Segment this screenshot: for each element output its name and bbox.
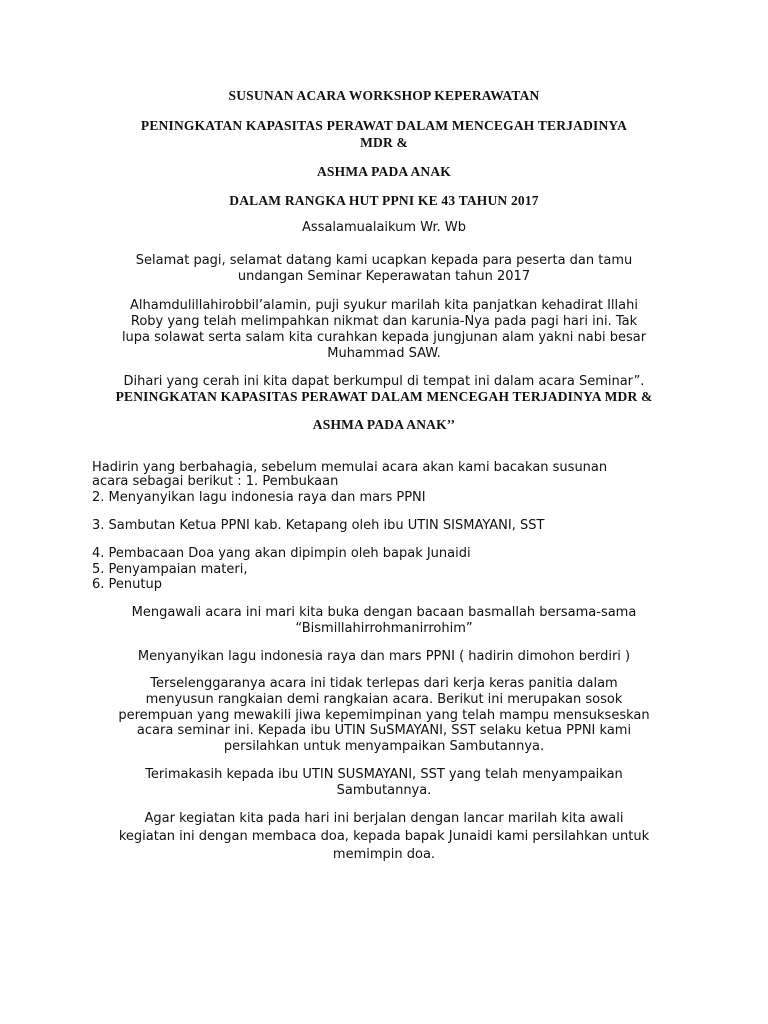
subtitle-line-cont: MDR & (360, 135, 408, 150)
agenda-item-6: 6. Penutup (92, 577, 162, 592)
agenda-item-3: 3. Sambutan Ketua PPNI kab. Ketapang oleh ibu UTIN SISMAYANI, SST (92, 518, 545, 533)
basmallah-line-2: “Bismillahirrohmanirrohim” (295, 621, 473, 636)
anthem-text: Menyanyikan lagu indonesia raya dan mars PPNI ( hadirin dimohon berdiri ) (137, 649, 631, 664)
gratitude-line-1: Alhamdulillahirobbil’alamin, puji syukur marilah kita panjatkan kehadirat Illahi (130, 298, 638, 313)
gratitude-line-3: lupa solawat serta salam kita curahkan kepada jungjunan alam yakni nabi besar (121, 330, 647, 345)
intro-theme-line-2: ASHMA PADA ANAK’’ (312, 417, 456, 432)
committee-line-2: menyusun rangkaian demi rangkaian acara. Berikut ini merupakan sosok (145, 692, 623, 707)
committee-line-4: acara seminar ini. Kepada ibu UTIN SuSMAYANI, SST selaku ketua PPNI kami (136, 723, 632, 738)
agenda-item-4: 4. Pembacaan Doa yang akan dipimpin oleh bapak Junaidi (92, 546, 471, 561)
subtitle-line-2: ASHMA PADA ANAK (316, 164, 451, 179)
prayer-line-2: kegiatan ini dengan membaca doa, kepada bapak Junaidi kami persilahkan untuk (118, 829, 650, 844)
welcome-line-1: Selamat pagi, selamat datang kami ucapkan kepada para peserta dan tamu (135, 253, 633, 268)
committee-line-1: Terselenggaranya acara ini tidak terlepas dari kerja keras panitia dalam (150, 676, 618, 691)
agenda-intro-line-2: acara sebagai berikut : 1. Pembukaan (92, 474, 339, 489)
committee-line-5: persilahkan untuk menyampaikan Sambutannya. (223, 739, 545, 754)
gratitude-line-2: Roby yang telah melimpahkan nikmat dan karunia-Nya pada pagi hari ini. Tak (130, 314, 638, 329)
intro-theme-line: PENINGKATAN KAPASITAS PERAWAT DALAM MENCEGAH TERJADINYA MDR & (115, 389, 653, 404)
intro-line-1: Dihari yang cerah ini kita dapat berkumpul di tempat ini dalam acara Seminar”. (123, 374, 645, 389)
occasion-line: DALAM RANGKA HUT PPNI KE 43 TAHUN 2017 (229, 193, 539, 208)
agenda-item-5: 5. Penyampaian materi, (92, 562, 248, 577)
welcome-line-2: undangan Seminar Keperawatan tahun 2017 (237, 269, 531, 284)
gratitude-line-4: Muhammad SAW. (327, 346, 441, 361)
prayer-line-3: memimpin doa. (332, 847, 436, 862)
agenda-intro-line-1: Hadirin yang berbahagia, sebelum memulai acara akan kami bacakan susunan (92, 460, 608, 475)
greeting-text: Assalamualaikum Wr. Wb (302, 220, 466, 235)
agenda-item-2: 2. Menyanyikan lagu indonesia raya dan mars PPNI (92, 490, 426, 505)
title-line: SUSUNAN ACARA WORKSHOP KEPERAWATAN (228, 88, 540, 103)
subtitle-line: PENINGKATAN KAPASITAS PERAWAT DALAM MENCEGAH TERJADINYA (140, 118, 628, 133)
committee-line-3: perempuan yang mewakili jiwa kepemimpinan yang telah mampu mensukseskan (118, 708, 650, 723)
thanks-line-2: Sambutannya. (336, 783, 432, 798)
prayer-line-1: Agar kegiatan kita pada hari ini berjalan dengan lancar marilah kita awali (144, 811, 624, 826)
thanks-line-1: Terimakasih kepada ibu UTIN SUSMAYANI, SST yang telah menyampaikan (145, 767, 623, 782)
basmallah-line-1: Mengawali acara ini mari kita buka dengan bacaan basmallah bersama-sama (131, 605, 637, 620)
